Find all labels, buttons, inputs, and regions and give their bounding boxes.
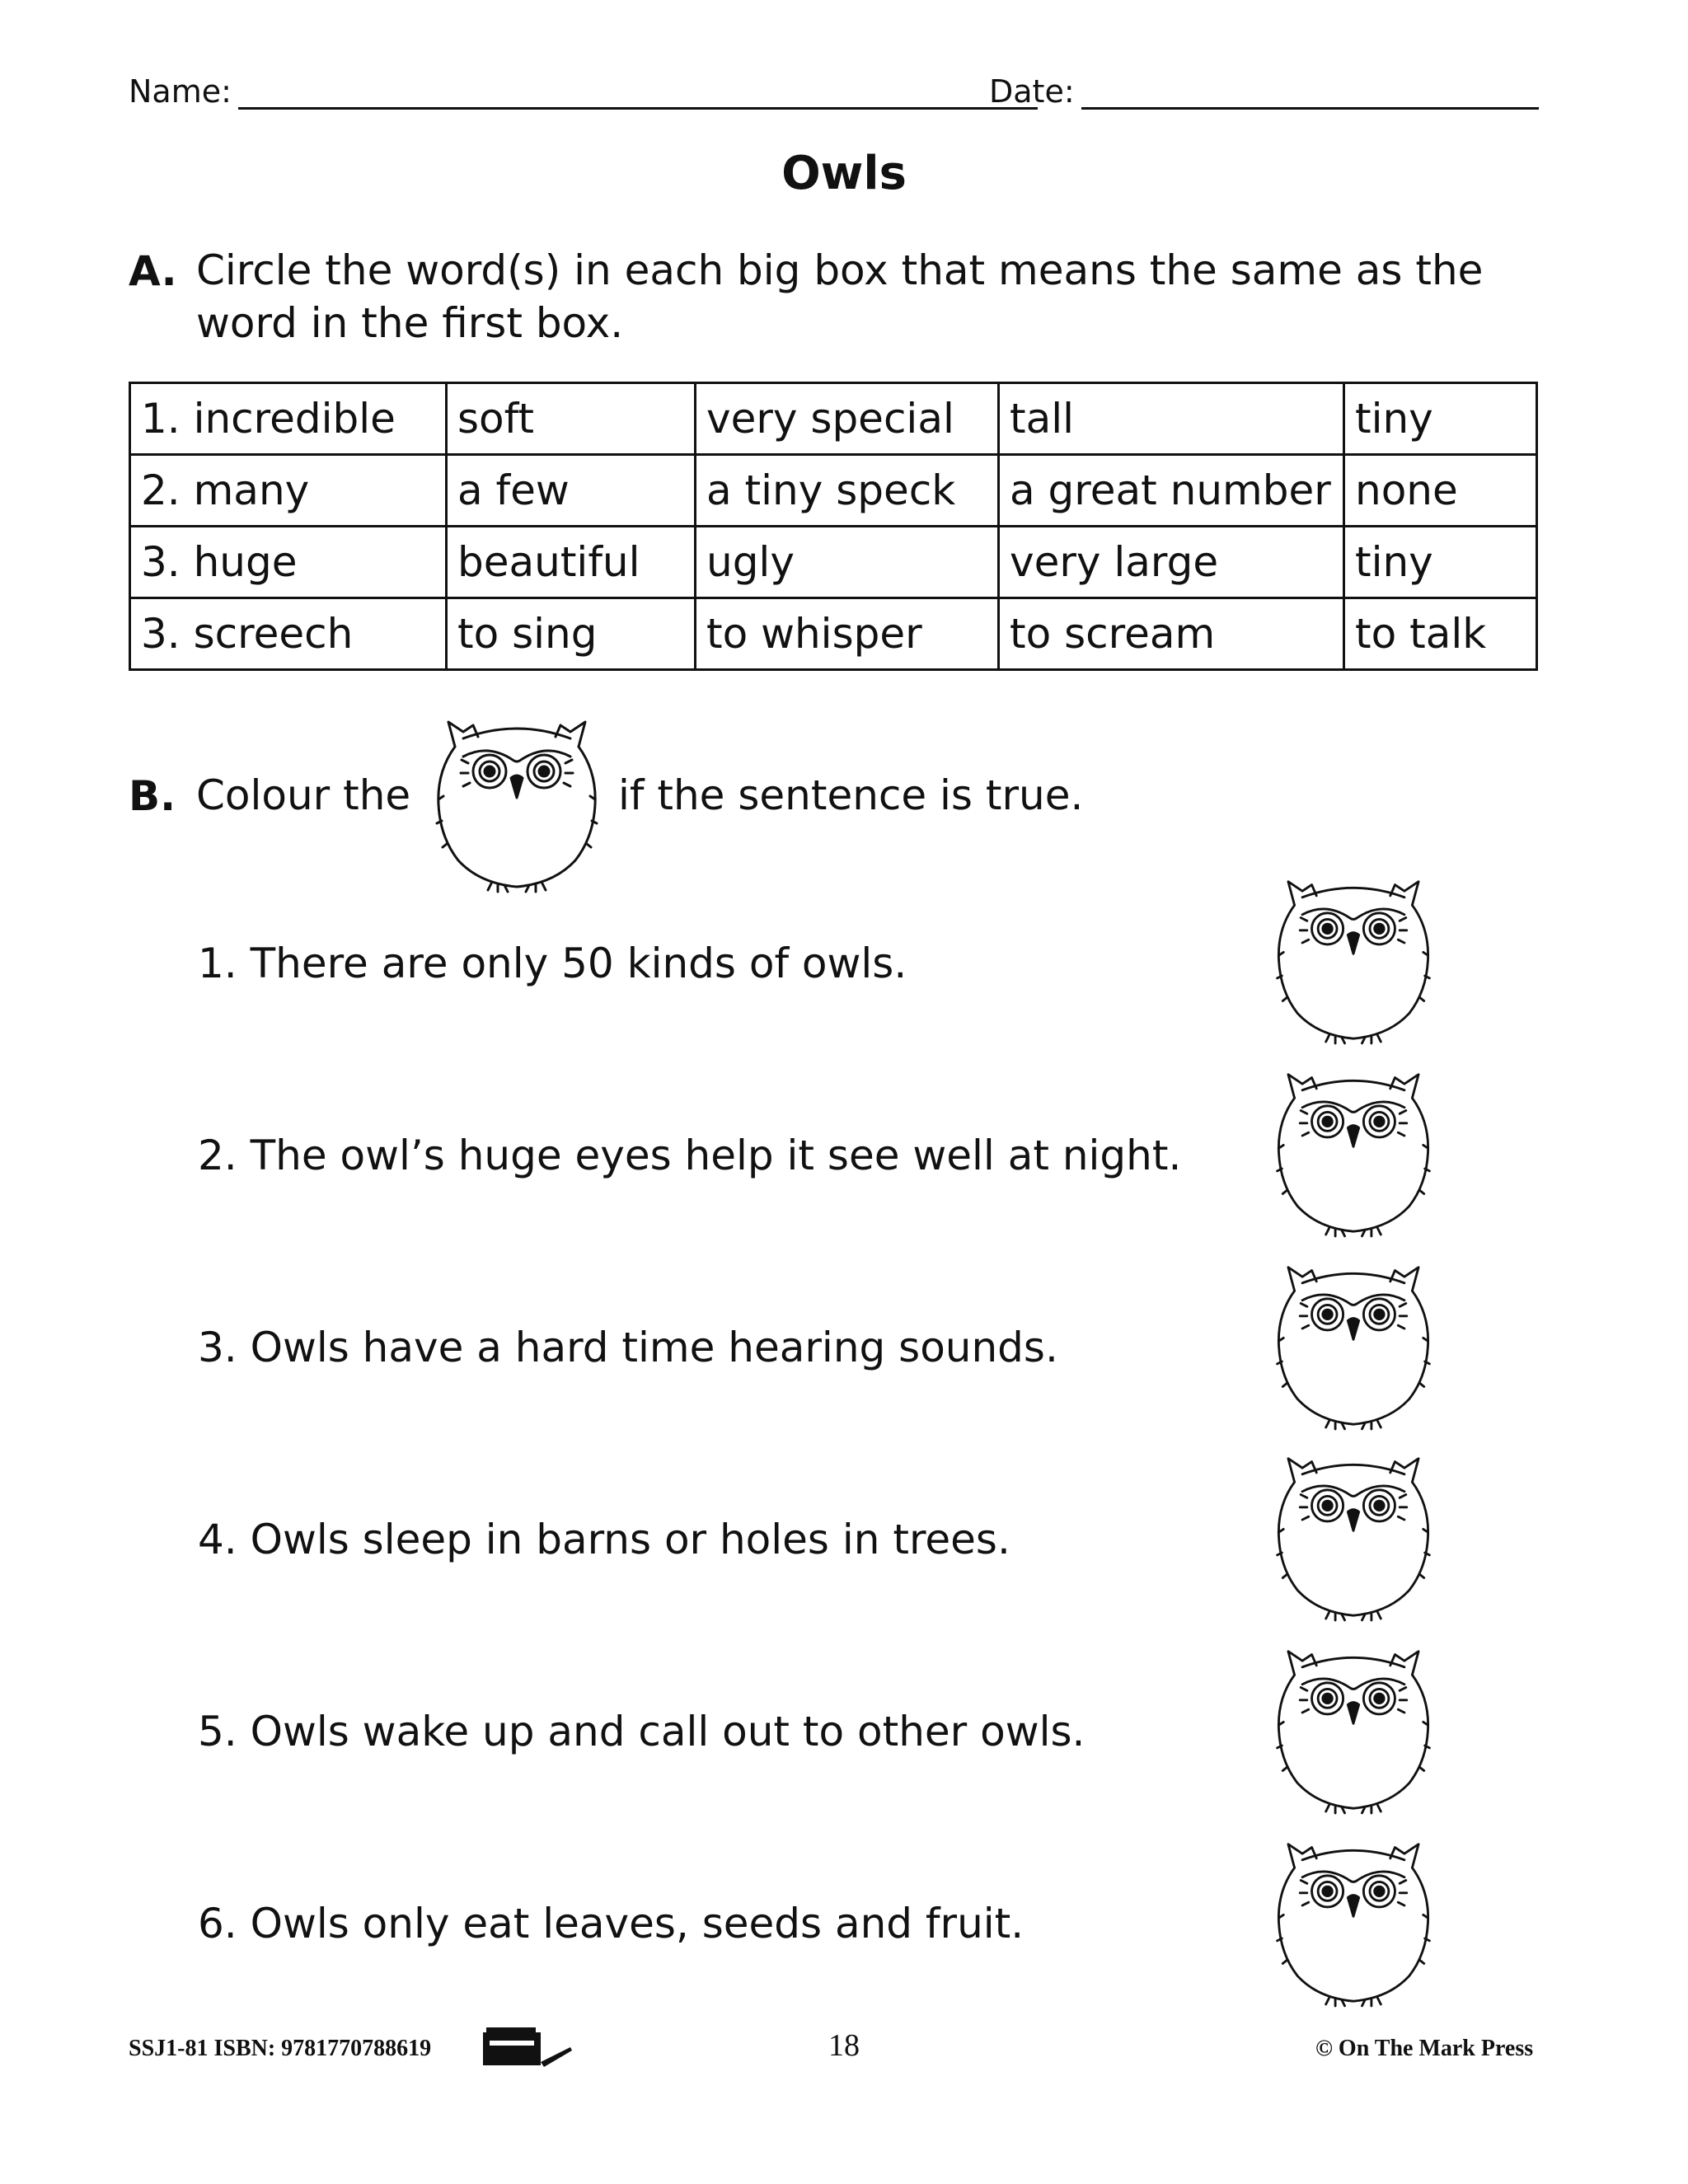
table-row — [130, 527, 1537, 598]
prompt-word-cell: 3. huge — [130, 527, 447, 598]
prompt-word-cell: 2. many — [130, 455, 447, 527]
choice-cell[interactable]: tiny — [1344, 383, 1537, 455]
date-line[interactable] — [1081, 71, 1539, 110]
name-label: Name: — [129, 73, 232, 110]
owl-answer-icon[interactable] — [1271, 1449, 1436, 1624]
choice-cell[interactable]: none — [1344, 455, 1537, 527]
synonym-table — [129, 382, 1538, 671]
section-a-letter: A. — [129, 247, 177, 295]
owl-answer-icon[interactable] — [1271, 1835, 1436, 2009]
page-title: Owls — [781, 147, 907, 200]
choice-cell[interactable]: ugly — [696, 527, 999, 598]
choice-cell[interactable]: tiny — [1344, 527, 1537, 598]
section-b-letter: B. — [129, 772, 176, 820]
prompt-word-cell: 1. incredible — [130, 383, 447, 455]
choice-cell[interactable]: a few — [447, 455, 696, 527]
statement-text: 3. Owls have a hard time hearing sounds. — [198, 1324, 1058, 1371]
section-a-instructions-2: word in the first box. — [196, 299, 624, 347]
choice-cell[interactable]: to scream — [999, 598, 1344, 670]
table-row — [130, 598, 1537, 670]
owl-icon — [430, 714, 603, 893]
choice-cell[interactable]: a great number — [999, 455, 1344, 527]
section-a-instructions-1: Circle the word(s) in each big box that means the same as the — [196, 246, 1484, 294]
name-field[interactable] — [129, 71, 1038, 110]
footer-copyright: © On The Mark Press — [1315, 2036, 1534, 2061]
choice-cell[interactable]: tall — [999, 383, 1344, 455]
statement-text: 1. There are only 50 kinds of owls. — [198, 940, 907, 987]
footer-code: SSJ1-81 ISBN: 9781770788619 — [129, 2036, 432, 2061]
table-row — [130, 455, 1537, 527]
choice-cell[interactable]: very large — [999, 527, 1344, 598]
choice-cell[interactable]: to sing — [447, 598, 696, 670]
prompt-word-cell: 3. screech — [130, 598, 447, 670]
statement-text: 5. Owls wake up and call out to other owls. — [198, 1708, 1085, 1755]
name-line[interactable] — [238, 71, 1038, 110]
statement-text: 2. The owl’s huge eyes help it see well at night. — [198, 1132, 1182, 1179]
statement-text: 6. Owls only eat leaves, seeds and fruit. — [198, 1900, 1025, 1947]
owl-answer-icon[interactable] — [1271, 1258, 1436, 1432]
choice-cell[interactable]: soft — [447, 383, 696, 455]
owl-answer-icon[interactable] — [1271, 1065, 1436, 1240]
section-b-instruction-after: if the sentence is true. — [618, 771, 1084, 819]
choice-cell[interactable]: a tiny speck — [696, 455, 999, 527]
date-field[interactable] — [989, 71, 1539, 110]
date-label: Date: — [989, 73, 1075, 110]
choice-cell[interactable]: beautiful — [447, 527, 696, 598]
choice-cell[interactable]: to whisper — [696, 598, 999, 670]
table-row — [130, 383, 1537, 455]
owl-answer-icon[interactable] — [1271, 872, 1436, 1047]
statement-text: 4. Owls sleep in barns or holes in trees. — [198, 1516, 1010, 1563]
page-number: 18 — [828, 2028, 860, 2063]
owl-answer-icon[interactable] — [1271, 1642, 1436, 1816]
section-b-instruction-before: Colour the — [196, 771, 411, 819]
choice-cell[interactable]: very special — [696, 383, 999, 455]
choice-cell[interactable]: to talk — [1344, 598, 1537, 670]
